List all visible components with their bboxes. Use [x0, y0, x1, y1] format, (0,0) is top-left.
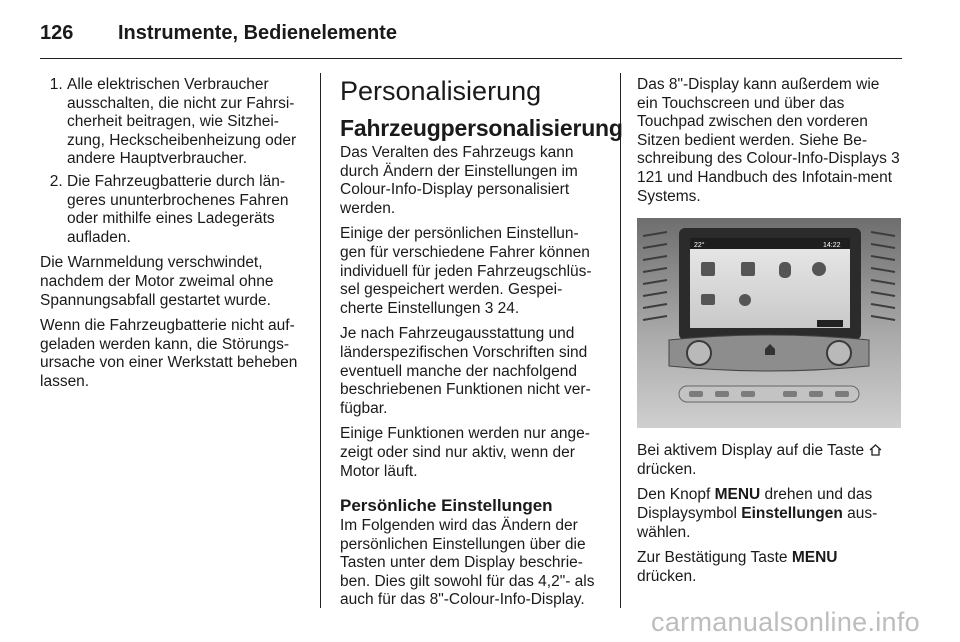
paragraph: Je nach Fahrzeugausstattung und länderspezifischen Vorschriften sind eventuell manche der nachfolgend beschriebenen Funktionen nicht ver-fügbar.	[340, 325, 591, 417]
paragraph: Einige der persönlichen Einstellun-gen für verschiedene Fahrer können individuell für jeden Fahrzeugschlüs-sel gespeichert werden. Gespei-cherte Einstellungen 3 24.	[340, 225, 592, 317]
paragraph: Im Folgenden wird das Ändern der persönlichen Einstellungen über die Tasten unter dem Display beschrie-ben. Dies gilt sowohl für das 4,2"- als auch für das 8"-Colour-Info-Display.	[340, 517, 595, 609]
paragraph: Zur Bestätigung Taste MENU drücken.	[637, 549, 838, 585]
paragraph: Bei aktivem Display auf die Taste drücken.	[637, 442, 901, 479]
settings-keyword: Einstellungen	[741, 504, 843, 522]
nav-app-icon	[779, 262, 791, 278]
column-divider-left	[320, 73, 321, 608]
header-rule	[40, 58, 902, 59]
settings-app-icon	[812, 262, 826, 276]
column-1	[40, 76, 306, 399]
paragraph: Einige Funktionen werden nur ange-zeigt oder sind nur aktiv, wenn der Motor läuft.	[340, 425, 590, 480]
sub-heading: Fahrzeugpersonalisierung	[340, 115, 623, 141]
list-item: 1. Alle elektrischen Verbraucher ausschalten, die nicht zur Fahrsi-cherheit beitragen, wie Sitzhei-zung, Heckscheibenheizung oder andere Hauptverbraucher.	[67, 76, 306, 169]
menu-keyword: MENU	[791, 549, 838, 567]
page-header	[40, 14, 900, 56]
media-app-icon	[701, 294, 715, 305]
minor-heading: Persönliche Einstellungen	[340, 496, 553, 516]
step-list	[40, 76, 306, 247]
paragraph: Die Warnmeldung verschwindet, nachdem der Motor zweimal ohne Spannungsabfall gestartet wurde.	[40, 254, 274, 309]
page-number: 126	[40, 22, 74, 44]
screen-temperature: 22°	[694, 242, 705, 250]
left-knob	[687, 341, 711, 365]
column-2	[340, 76, 623, 617]
audio-app-icon	[701, 262, 715, 276]
main-heading: Personalisierung	[340, 76, 542, 106]
column-divider-right	[620, 73, 621, 608]
screen-clock: 14:22	[823, 242, 841, 250]
phone-app-icon	[741, 262, 755, 276]
list-item: 2. Die Fahrzeugbatterie durch län-geres ununterbrochenes Fahren oder mithilfe eines Ladegeräts aufladen.	[67, 173, 306, 247]
paragraph: Den Knopf MENU drehen und das Displaysymbol Einstellungen aus-wählen.	[637, 486, 878, 541]
menu-keyword: MENU	[714, 486, 761, 504]
paragraph: Das Veralten des Fahrzeugs kann durch Ändern der Einstellungen im Colour-Info-Display personalisiert werden.	[340, 144, 578, 217]
infotainment-photo	[637, 218, 901, 428]
column-3	[637, 76, 901, 593]
gear-app-icon	[739, 294, 751, 306]
home-icon	[868, 443, 883, 457]
watermark: carmanualsonline.info	[651, 607, 920, 637]
right-knob	[827, 341, 851, 365]
paragraph: Das 8"-Display kann außerdem wie ein Touchscreen und über das Touchpad zwischen den vorderen Sitzen bedient werden. Siehe Be-schreibung des Colour-Info-Displays 3 121 und Handbuch des Infotain-ment Systems.	[637, 76, 900, 205]
section-title: Instrumente, Bedienelemente	[118, 22, 397, 44]
paragraph: Wenn die Fahrzeugbatterie nicht auf-geladen werden kann, die Störungs-ursache von einer Werkstatt beheben lassen.	[40, 317, 298, 390]
